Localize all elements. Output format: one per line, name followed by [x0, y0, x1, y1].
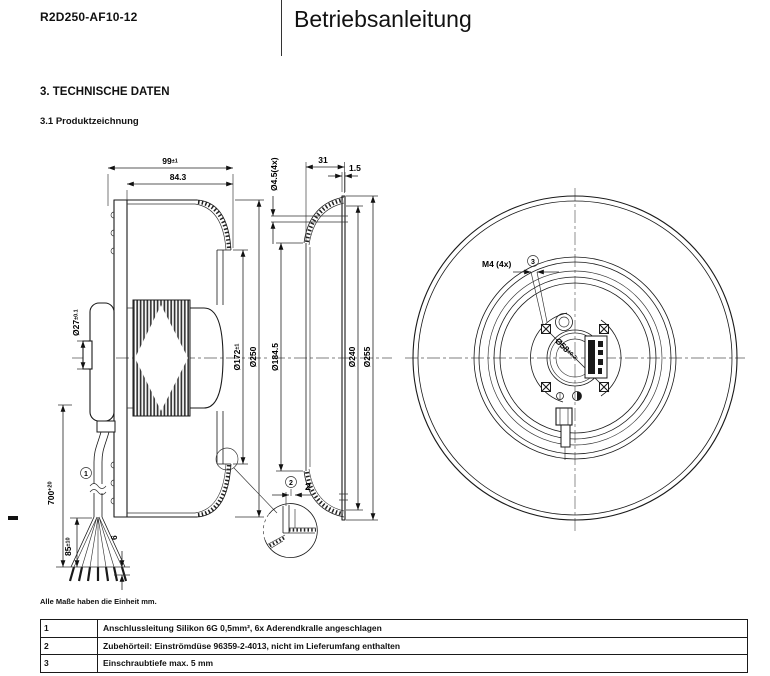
dim-strip-length: 85±10 — [63, 537, 73, 556]
header-divider — [281, 0, 282, 56]
table-row — [41, 655, 747, 672]
row-text: Anschlussleitung Silikon 6G 0,5mm², 6x Aderendkralle angeschlagen — [103, 623, 382, 634]
table-row — [41, 638, 747, 656]
dim-hub-circle: Ø58±0.2 — [553, 335, 578, 361]
row-number: 1 — [41, 620, 98, 637]
product-drawing — [0, 130, 770, 600]
row-number: 2 — [41, 638, 98, 655]
callout-2: 2 — [289, 480, 293, 487]
callout-3: 3 — [531, 259, 535, 266]
dim-gap: 2 — [305, 481, 311, 493]
front-view — [405, 188, 745, 532]
dim-ring-bolt-circle: Ø240 — [347, 346, 357, 368]
dim-cable-length: $700^{+20}$ — [46, 481, 56, 505]
dim-shaft: Ø27±0.1 — [71, 309, 81, 336]
nameplate-label — [585, 336, 607, 378]
row-text: Einschraubtiefe max. 5 mm — [103, 658, 214, 669]
row-number: 3 — [41, 655, 98, 672]
side-view — [70, 200, 392, 581]
units-note: Alle Maße haben die Einheit mm. — [40, 597, 157, 606]
row-text: Zubehörteil: Einströmdüse 96359-2-4013, nicht im Lieferumfang enthalten — [103, 640, 401, 651]
dim-depth-housing: 84.3 — [169, 172, 187, 182]
dim-depth-total: 99±1 — [162, 156, 178, 166]
page-title: Betriebsanleitung — [294, 6, 472, 32]
dim-ring-holes: Ø4.5(4x) — [269, 157, 279, 191]
dim-ring-inlet: Ø184.5 — [270, 343, 280, 371]
dim-screws: M4 (4x) — [482, 259, 512, 269]
section-heading: 3. TECHNISCHE DATEN — [40, 86, 170, 98]
model-number: R2D250-AF10-12 — [40, 10, 138, 24]
table-row — [41, 620, 747, 638]
dim-ring-depth: 31 — [318, 155, 328, 165]
subsection-heading: 3.1 Produktzeichnung — [40, 116, 139, 127]
dim-impeller: Ø172±1 — [232, 343, 242, 371]
dim-ring-outer: Ø255 — [362, 346, 372, 368]
dim-ferrule: 6 — [109, 535, 119, 540]
dim-ring-thickness: 1.5 — [349, 163, 361, 173]
parts-table — [40, 619, 748, 673]
callout-1: 1 — [84, 471, 88, 478]
dim-housing-dia: Ø250 — [248, 346, 258, 368]
